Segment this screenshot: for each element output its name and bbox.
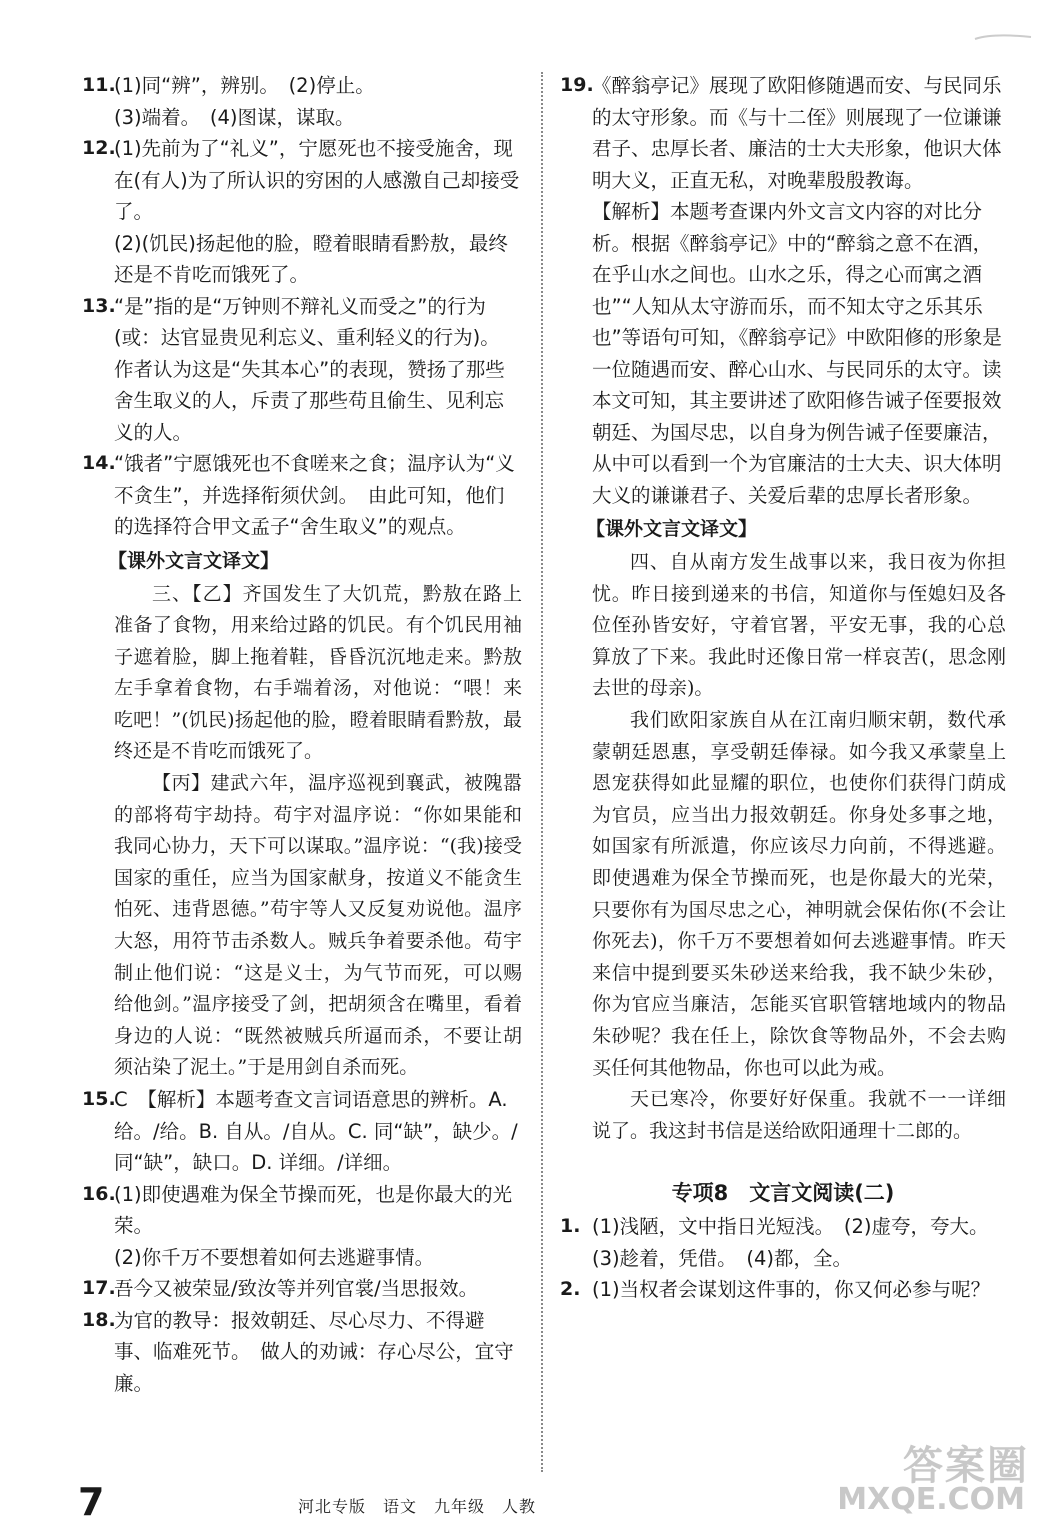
- answer-line: (1)浅陋，文中指日光短浅。 (2)虚夸，夸大。: [592, 1215, 989, 1239]
- answer-text: (1)即使遇难为保全节操而死，也是你最大的光荣。: [114, 1182, 513, 1237]
- answer-line: (1)同“辨”，辨别。 (2)停止。: [114, 74, 375, 97]
- column-divider: [541, 72, 543, 1472]
- answer-17: [82, 1273, 522, 1305]
- corner-mark-icon: [973, 28, 1033, 40]
- answer-number: 19.: [560, 74, 594, 96]
- answer-12: [82, 133, 522, 291]
- left-column: [82, 70, 522, 1399]
- translation-paragraph: 【丙】建武六年，温序巡视到襄武，被隗嚣的部将苟宇劫持。苟宇对温序说：“你如果能和我同心协力，天下可以谋取。”温序说：“(我)接受国家的重任，应当为国家献身，按道义不能贪生怕死、违背恩德。”苟宇等人又反复劝说他。温序大怒，用符节击杀数人。贼兵争着要杀他。苟宇制止他们说：“这是义士，为气节而死，可以赐给他剑。”温序接受了剑，把胡须含在嘴里，看着身边的人说：“既然被贼兵所逼而杀，不要让胡须沾染了泥土。”于是用剑自杀而死。: [114, 772, 522, 1079]
- answer-15: [82, 1084, 522, 1179]
- answer-text: C 【解析】本题考查文言词语意思的辨析。A. 给。/给。B. 自从。/自从。C. 同“缺”，缺少。/同“缺”，缺口。D. 详细。/详细。: [114, 1088, 518, 1174]
- footer-info: 河北专版 语文 九年级 人教: [298, 1497, 537, 1516]
- answer-number: 1.: [560, 1215, 581, 1238]
- answer-text: (1)当权者会谋划这件事的，你又何必参与呢？: [592, 1278, 991, 1302]
- watermark-text: 答案圈: [903, 1443, 1029, 1489]
- answer-line: (3)趁着，凭借。 (4)都，全。: [592, 1246, 852, 1270]
- watermark-logo: [838, 1434, 1033, 1522]
- answer-text: (2)你千万不要想着如何去逃避事情。: [114, 1245, 435, 1269]
- translation-heading: 【课外文言文译文】: [108, 549, 280, 572]
- answer-text: (2)(饥民)扬起他的脸，瞪着眼睛看黔敖，最终还是不肯吃而饿死了。: [114, 231, 508, 286]
- answer-number: 2.: [560, 1278, 581, 1301]
- answer-number: 11.: [82, 74, 116, 96]
- translation-paragraph: 三、【乙】齐国发生了大饥荒，黔敖在路上准备了食物，用来给过路的饥民。有个饥民用袖子遮着脸，脚上拖着鞋，昏昏沉沉地走来。黔敖左手拿着食物，右手端着汤，对他说：“喂！来吃吧！”(饥民)扬起他的脸，瞪着眼睛看黔敖，最终还是不肯吃而饿死了。: [114, 582, 522, 763]
- answer-11: [82, 70, 522, 133]
- page-number: 7: [78, 1480, 105, 1524]
- answer-13: [82, 291, 522, 449]
- translation-paragraph: 四、自从南方发生战事以来，我日夜为你担忧。昨日接到递来的书信，知道你与侄媳妇及各位侄孙皆安好，守着官署，平安无事，我的心总算放了下来。我此时还像日常一样哀苦(，思念刚去世的母亲)。: [592, 551, 1006, 700]
- answer-text: 吾今又被荣显/致汝等并列官裳/当思报效。: [114, 1277, 479, 1300]
- section-answer-1: [560, 1211, 1006, 1274]
- section-answer-2: [560, 1274, 1006, 1306]
- translation-paragraph: 我们欧阳家族自从在江南归顺宋朝，数代承蒙朝廷恩惠，享受朝廷俸禄。如今我又承蒙皇上恩宠获得如此显耀的职位，也使你们获得门荫成为官员，应当出力报效朝廷。你身处多事之地，如国家有所派遣，你应该尽力向前，不得逃避。即使遇难为保全节操而死，也是你最大的光荣，只要你有为国尽忠之心，神明就会保佑你(不会让你死去)，你千万不要想着如何去逃避事情。昨天来信中提到要买朱砂送来给我，我不缺少朱砂，你为官应当廉洁，怎能买官职管辖地域内的物品朱砂呢？我在任上，除饮食等物品外，不会去购买任何其他物品，你也可以此为戒。: [592, 708, 1006, 1079]
- answer-text: 《醉翁亭记》展现了欧阳修随遇而安、与民同乐的太守形象。而《与十二侄》则展现了一位谦谦君子、忠厚长者、廉洁的士大夫形象，他识大体明大义，正直无私，对晚辈殷殷教诲。: [592, 74, 1002, 192]
- answer-number: 17.: [82, 1277, 116, 1299]
- answer-number: 18.: [82, 1308, 116, 1331]
- answer-number: 12.: [82, 137, 116, 159]
- answer-number: 13.: [82, 294, 116, 317]
- answer-text: “饿者”宁愿饿死也不食嗟来之食；温序认为“义不贪生”，并选择衔须伏剑。 由此可知，他们的选择符合甲文孟子“舍生取义”的观点。: [114, 452, 515, 538]
- answer-text: “是”指的是“万钟则不辩礼义而受之”的行为(或：达官显贵见利忘义、重利轻义的行为)。 作者认为这是“失其本心”的表现，赞扬了那些舍生取义的人，斥责了那些苟且偷生、见利忘义的人。: [114, 294, 510, 444]
- watermark-url: MXQE.COM: [837, 1482, 1025, 1517]
- answer-text: 为官的教导：报效朝廷、尽心尽力、不得避事、临难死节。 做人的劝诫：存心尽公，宜守廉。: [114, 1308, 514, 1395]
- analysis-text: 【解析】本题考查课内外文言文内容的对比分析。根据《醉翁亭记》中的“醉翁之意不在酒，在乎山水之间也。山水之乐，得之心而寓之酒也”“人知从太守游而乐，而不知太守之乐其乐也”等语句可知，《醉翁亭记》中欧阳修的形象是一位随遇而安、醉心山水、与民同乐的太守。读本文可知，其主要讲述了欧阳修告诫子侄要报效朝廷、为国尽忠，以自身为例告诫子侄要廉洁，从中可以看到一个为官廉洁的士大夫、识大体明大义的谦谦君子、关爱后辈的忠厚长者形象。: [592, 200, 1002, 507]
- answer-19: [560, 70, 1006, 511]
- answer-text: (1)先前为了“礼义”，宁愿死也不接受施舍，现在(有人)为了所认识的穷困的人感激自己却接受了。: [114, 137, 520, 223]
- answer-14: [82, 448, 522, 543]
- answer-line: (3)端着。 (4)图谋，谋取。: [114, 105, 355, 129]
- answer-16: [82, 1179, 522, 1274]
- right-column: [560, 70, 1006, 1306]
- answer-18: [82, 1305, 522, 1400]
- answer-number: 15.: [82, 1088, 116, 1110]
- answer-number: 16.: [82, 1182, 116, 1205]
- section-title: 专项8 文言文阅读(二): [671, 1181, 895, 1206]
- translation-paragraph: 天已寒冷，你要好好保重。我就不一一详细说了。我这封书信是送给欧阳通理十二郎的。: [592, 1088, 1006, 1142]
- translation-heading: 【课外文言文译文】: [586, 518, 758, 540]
- answer-number: 14.: [82, 452, 116, 474]
